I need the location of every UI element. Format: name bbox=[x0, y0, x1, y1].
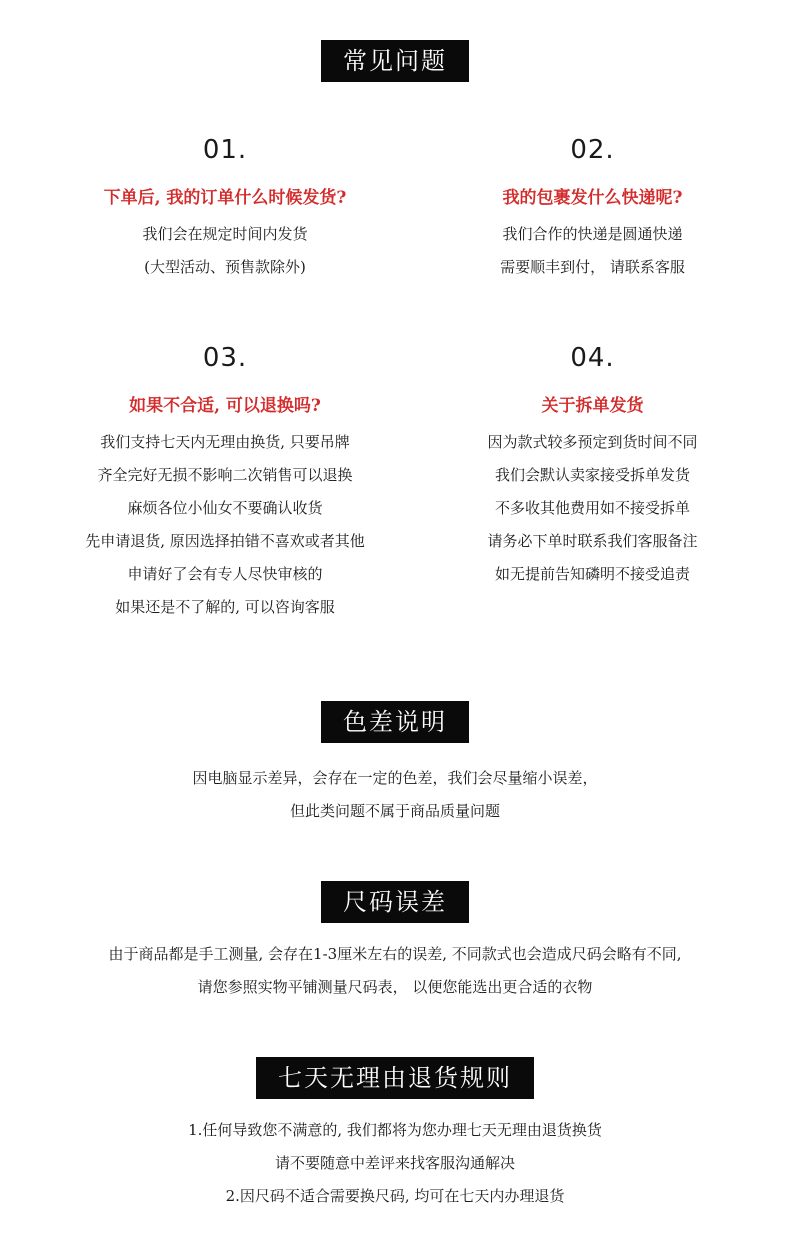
faq-answer-line: 需要顺丰到付， 请联系客服 bbox=[500, 258, 685, 276]
faq-answer-line: 因为款式较多预定到货时间不同 bbox=[487, 433, 698, 451]
faq-item-04 bbox=[395, 340, 790, 591]
size-line: 请您参照实物平铺测量尺码表， 以便您能选出更合适的衣物 bbox=[197, 978, 593, 996]
faq-number: 04. bbox=[570, 343, 615, 373]
color-line: 因电脑显示差异，会存在一定的色差，我们会尽量缩小误差， bbox=[192, 769, 598, 787]
faq-question: 如果不合适, 可以退换吗? bbox=[129, 396, 321, 416]
faq-answer-line: 如果还是不了解的, 可以咨询客服 bbox=[115, 598, 335, 616]
faq-item-02 bbox=[395, 132, 790, 284]
faq-section-title: 常见问题 bbox=[321, 40, 469, 82]
returns-line: 请不要随意中差评来找客服沟通解决 bbox=[274, 1154, 515, 1172]
returns-section-body bbox=[0, 1114, 790, 1213]
size-section-body bbox=[0, 938, 790, 1004]
faq-answer-line: 齐全完好无损不影响二次销售可以退换 bbox=[97, 466, 353, 484]
faq-item-03 bbox=[30, 340, 420, 624]
faq-question: 我的包裹发什么快递呢? bbox=[502, 188, 683, 208]
faq-answer-line: 我们会默认卖家接受拆单发货 bbox=[494, 466, 690, 484]
color-section-body bbox=[0, 762, 790, 828]
color-line: 但此类问题不属于商品质量问题 bbox=[289, 802, 500, 820]
faq-answer-line: (大型活动、预售款除外) bbox=[144, 258, 306, 276]
faq-answer-line: 麻烦各位小仙女不要确认收货 bbox=[127, 499, 323, 517]
faq-number: 03. bbox=[202, 343, 248, 373]
faq-answer-line: 先申请退货, 原因选择拍错不喜欢或者其他 bbox=[85, 532, 365, 550]
returns-line: 1.任何导致您不满意的, 我们都将为您办理七天无理由退货换货 bbox=[188, 1121, 602, 1139]
faq-number: 02. bbox=[570, 135, 615, 165]
faq-number: 01. bbox=[202, 135, 248, 165]
faq-answer-line: 不多收其他费用如不接受拆单 bbox=[494, 499, 690, 517]
size-line: 由于商品都是手工测量, 会存在1-3厘米左右的误差, 不同款式也会造成尺码会略有不同, bbox=[108, 945, 682, 963]
faq-answer-line: 我们支持七天内无理由换货, 只要吊牌 bbox=[100, 433, 350, 451]
faq-item-01 bbox=[30, 132, 420, 284]
size-section-title: 尺码误差 bbox=[321, 881, 469, 923]
faq-answer-line: 如无提前告知磷明不接受追责 bbox=[494, 565, 690, 583]
faq-question: 关于拆单发货 bbox=[541, 396, 644, 416]
faq-answer-line: 申请好了会有专人尽快审核的 bbox=[127, 565, 323, 583]
returns-section-title: 七天无理由退货规则 bbox=[256, 1057, 534, 1099]
returns-line: 2.因尺码不适合需要换尺码, 均可在七天内办理退货 bbox=[225, 1187, 565, 1205]
faq-answer-line: 请务必下单时联系我们客服备注 bbox=[487, 532, 698, 550]
faq-answer-line: 我们会在规定时间内发货 bbox=[142, 225, 308, 243]
color-section-title: 色差说明 bbox=[321, 701, 469, 743]
faq-answer-line: 我们合作的快递是圆通快递 bbox=[502, 225, 683, 243]
faq-question: 下单后, 我的订单什么时候发货? bbox=[103, 188, 347, 208]
